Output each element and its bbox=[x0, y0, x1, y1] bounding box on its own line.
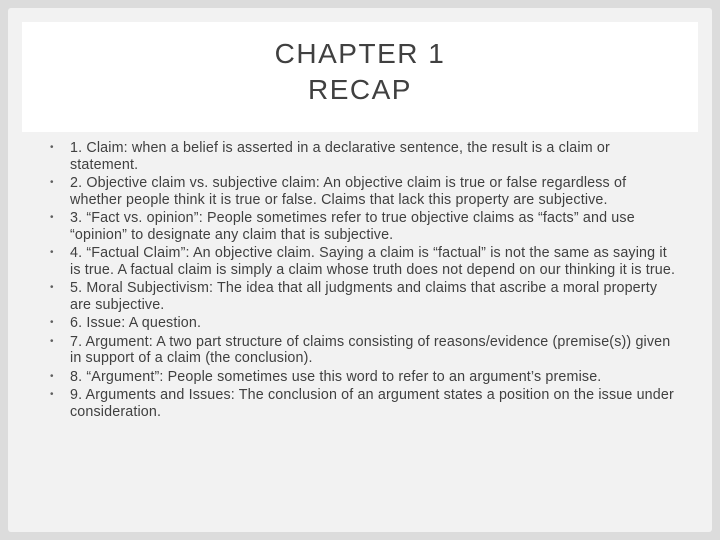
list-item bbox=[38, 175, 678, 208]
bullet-icon: • bbox=[50, 142, 54, 153]
list-item-text: 1. Claim: when a belief is asserted in a declarative sentence, the result is a claim or statement. bbox=[70, 140, 610, 173]
bullet-icon: • bbox=[50, 177, 54, 189]
list-item-text: 7. Argument: A two part structure of claims consisting of reasons/evidence (premise(s)) given in support of a claim (the conclusion). bbox=[70, 333, 671, 367]
list-item-text: 9. Arguments and Issues: The conclusion of an argument states a position on the issue under consideration. bbox=[70, 387, 674, 421]
list-item-text: 8. “Argument”: People sometimes use this word to refer to an argument’s premise. bbox=[70, 368, 602, 385]
title-box bbox=[22, 22, 698, 132]
bullet-icon: • bbox=[50, 282, 54, 294]
list-item-text: 6. Issue: A question. bbox=[70, 315, 202, 332]
list-item bbox=[38, 387, 678, 420]
bullet-icon: • bbox=[50, 212, 54, 224]
list-item bbox=[38, 280, 678, 313]
bullet-list-container bbox=[38, 140, 678, 423]
list-item-text: 5. Moral Subjectivism: The idea that all judgments and claims that ascribe a moral property are subjective. bbox=[70, 280, 658, 313]
bullet-icon: • bbox=[50, 389, 54, 401]
bullet-icon: • bbox=[50, 335, 54, 347]
bullet-list bbox=[38, 140, 678, 421]
list-item bbox=[38, 315, 678, 332]
list-item bbox=[38, 140, 678, 173]
title-line-2: RECAP bbox=[308, 74, 412, 105]
list-item-text: 3. “Fact vs. opinion”: People sometimes refer to true objective claims as “facts” and use “opinion” to designate any claim that is subjective. bbox=[70, 210, 635, 243]
bullet-icon: • bbox=[50, 317, 54, 329]
list-item bbox=[38, 334, 678, 367]
list-item-text: 4. “Factual Claim”: An objective claim. Saying a claim is “factual” is not the same as saying it is true. A factual claim is simply a claim whose truth does not depend on our thinking it is true. bbox=[70, 245, 676, 278]
list-item bbox=[38, 369, 678, 386]
bullet-icon: • bbox=[50, 370, 54, 382]
slide bbox=[8, 8, 712, 532]
list-item-text: 2. Objective claim vs. subjective claim: An objective claim is true or false regardless of whether people think it is true or false. Claims that lack this property are subjective. bbox=[70, 175, 627, 208]
title-line-1: CHAPTER 1 bbox=[274, 38, 446, 69]
list-item bbox=[38, 210, 678, 243]
bullet-icon: • bbox=[50, 247, 54, 259]
list-item bbox=[38, 245, 678, 278]
